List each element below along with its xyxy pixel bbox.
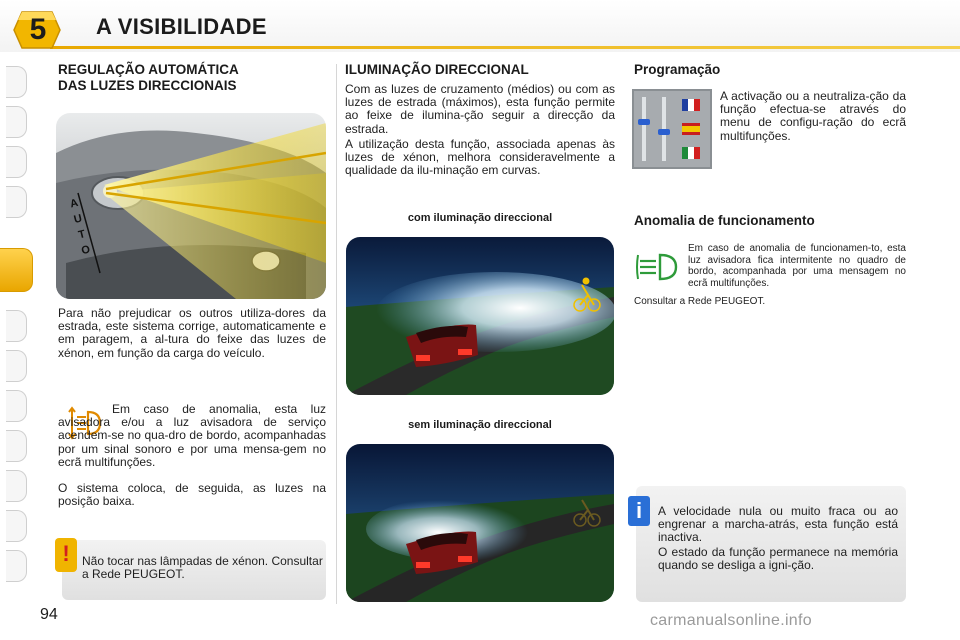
directional-paragraph-1: Com as luzes de cruzamento (médios) ou com as luzes de estrada (máximos), esta função permite ao feixe de ilumina-ção seguir a direcção da estrada. — [345, 82, 615, 136]
chapter-tab[interactable] — [6, 430, 27, 462]
warning-text: Não tocar nas lâmpadas de xénon. Consultar a Rede PEUGEOT. — [82, 554, 323, 582]
anomaly-paragraph: Em caso de anomalia, esta luz avisadora e/ou a luz avisadora de serviço acendem-se no qua-dro de bordo, acompanhadas por um sinal sonoro e por uma mensa-gem no ecrã multifunções. — [58, 402, 326, 469]
directional-lighting-warning-icon — [636, 252, 680, 282]
section-title-auto-leveling — [58, 62, 328, 94]
section-title-malfunction: Anomalia de funcionamento — [634, 213, 815, 228]
auto-letter: O — [80, 243, 92, 258]
page-title: A VISIBILIDADE — [96, 14, 267, 39]
low-beam-paragraph: O sistema coloca, de seguida, as luzes na posição baixa. — [58, 481, 326, 509]
configuration-menu-icon — [632, 89, 712, 169]
chapter-tab[interactable] — [6, 146, 27, 178]
info-text-2: O estado da função permanece na memória quando se desliga a igni-ção. — [658, 545, 898, 573]
caption-without-directional: sem iluminação direccional — [408, 419, 552, 431]
section-title-programming: Programação — [634, 62, 721, 77]
section-title-directional: ILUMINAÇÃO DIRECCIONAL — [345, 62, 529, 77]
caption-with-directional: com iluminação direccional — [407, 212, 553, 224]
chapter-tab[interactable] — [6, 350, 27, 382]
malfunction-text: Em caso de anomalia de funcionamen-to, esta luz avisadora fica intermitente no quadro de bordo, acompanhada por uma mensagem no ecrã multifunções. — [688, 243, 906, 289]
auto-letter: A — [68, 196, 80, 211]
page-number: 94 — [40, 606, 58, 623]
auto-letter: U — [72, 212, 84, 227]
auto-leveling-paragraph: Para não prejudicar os outros utiliza-dores da estrada, este sistema corrige, automaticamente e em paragem, a al-tura do feixe das luzes de xénon, em função da carga do veículo. — [58, 306, 326, 360]
night-photo-without-directional — [346, 444, 614, 602]
column-divider — [336, 64, 337, 604]
night-photo-with-directional — [346, 237, 614, 395]
chapter-tab[interactable] — [6, 550, 27, 582]
chapter-tab[interactable] — [6, 390, 27, 422]
info-icon: i — [635, 498, 643, 523]
chapter-tab[interactable] — [6, 66, 27, 98]
chapter-tab[interactable] — [6, 510, 27, 542]
auto-letter: T — [77, 228, 87, 242]
watermark: carmanualsonline.info — [650, 612, 812, 629]
chapter-tab[interactable] — [6, 186, 27, 218]
chapter-tab[interactable] — [6, 470, 27, 502]
chapter-number: 5 — [29, 13, 47, 46]
chapter-tabs — [0, 60, 34, 580]
chapter-tab-active[interactable] — [0, 248, 33, 292]
directional-paragraph-2: A utilização desta função, associada apenas às luzes de xénon, melhora consideravelmente a qualidade da ilu-minação em curvas. — [345, 137, 615, 178]
chapter-tab[interactable] — [6, 106, 27, 138]
malfunction-consult-text: Consultar a Rede PEUGEOT. — [634, 296, 766, 307]
chapter-tab[interactable] — [6, 310, 27, 342]
programming-text: A activação ou a neutraliza-ção da função efectua-se através do menu de configu-ração do ecrã multifunções. — [720, 89, 906, 143]
title-line: REGULAÇÃO AUTOMÁTICA — [58, 62, 239, 77]
title-line: DAS LUZES DIRECCIONAIS — [58, 78, 237, 93]
headlamp-photo — [56, 113, 326, 299]
header-rule — [50, 46, 960, 49]
info-text-1: A velocidade nula ou muito fraca ou ao engrenar a marcha-atrás, esta função está inactiva. — [658, 504, 898, 545]
warning-icon: ! — [62, 541, 70, 566]
